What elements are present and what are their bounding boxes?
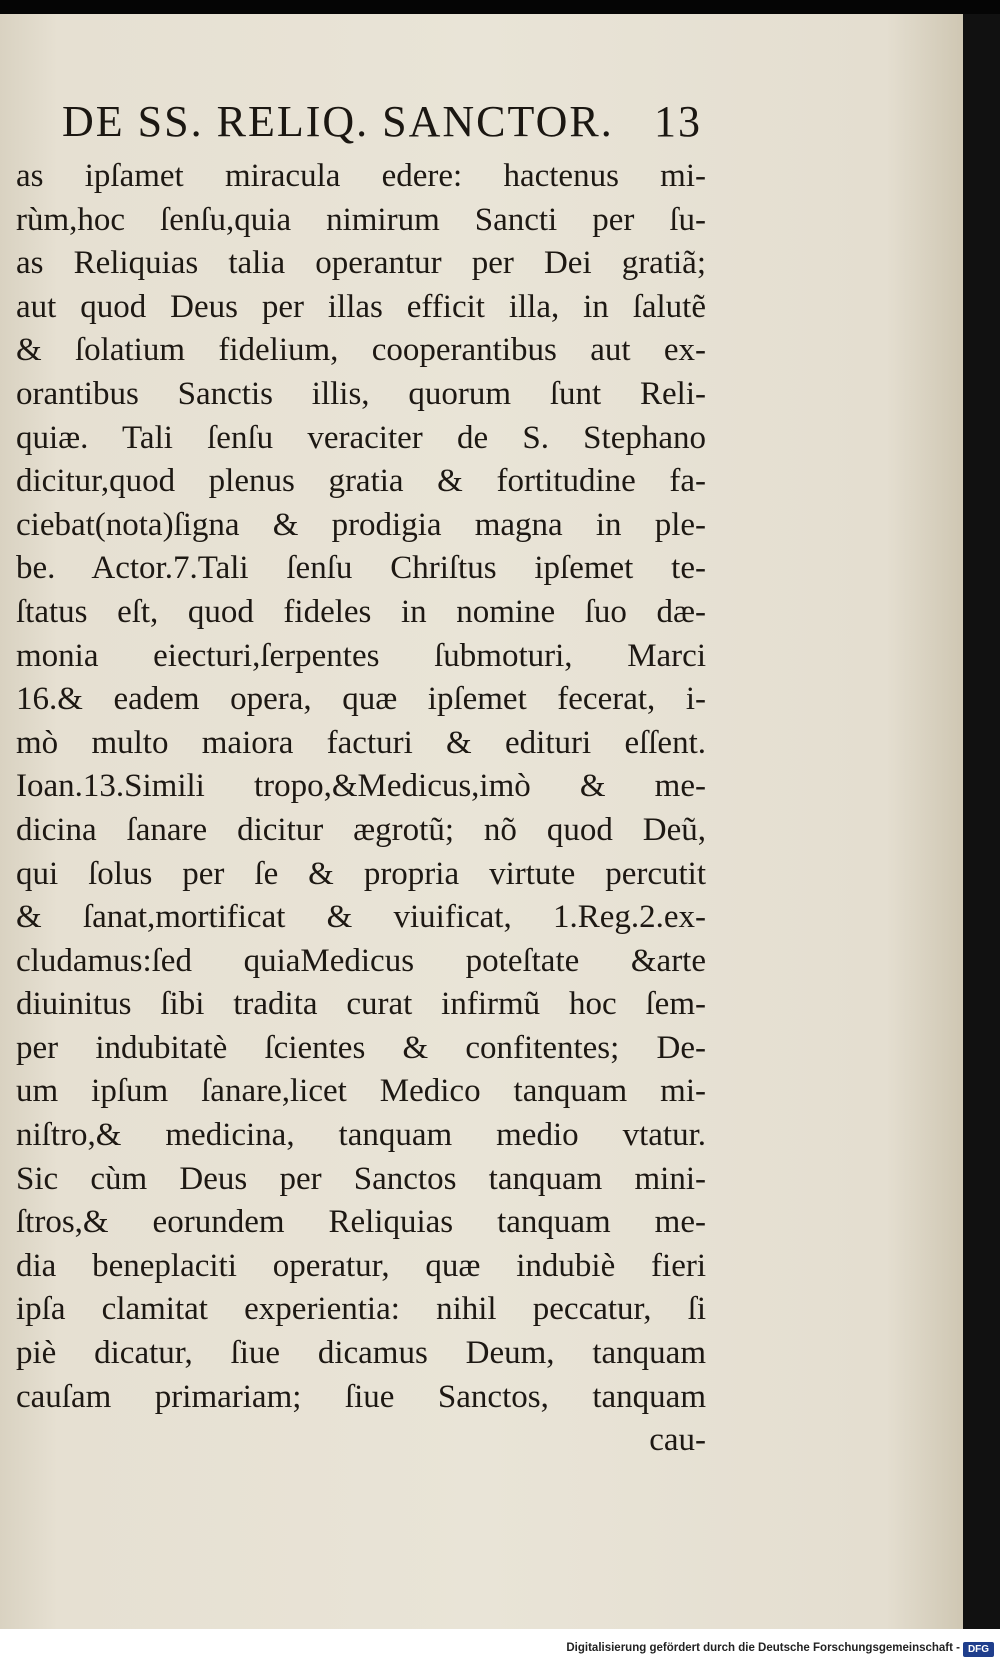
- scan-top-border: [0, 0, 1000, 14]
- text-line: ſtros,& eorundem Reliquias tanquam me-: [16, 1204, 706, 1241]
- text-line: um ipſum ſanare,licet Medico tanquam mi-: [16, 1073, 706, 1110]
- text-line: cau-: [649, 1422, 706, 1459]
- text-line: dia beneplaciti operatur, quæ indubiè fieri: [16, 1247, 706, 1284]
- text-line: ciebat(nota)ſigna & prodigia magna in ple-: [16, 506, 706, 543]
- text-line: ſtatus eſt, quod fideles in nomine ſuo dæ-: [16, 593, 706, 630]
- text-line: qui ſolus per ſe & propria virtute percutit: [16, 855, 706, 892]
- text-line: Sic cùm Deus per Sanctos tanquam mini-: [16, 1160, 706, 1197]
- text-line: cauſam primariam; ſiue Sanctos, tanquam: [16, 1378, 706, 1415]
- running-head-title: DE SS. RELIQ. SANCTOR.: [62, 97, 614, 146]
- text-line: cludamus:ſed quiaMedicus poteſtate &arte: [16, 942, 706, 979]
- text-line: per indubitatè ſcientes & confitentes; De-: [16, 1029, 706, 1066]
- page-number: 13: [654, 97, 702, 146]
- text-line: ipſa clamitat experientia: nihil peccatur, ſi: [16, 1291, 706, 1328]
- text-line: monia eiecturi,ſerpentes ſubmoturi, Marci: [16, 637, 706, 674]
- text-line: quiæ. Tali ſenſu veraciter de S. Stephano: [16, 419, 706, 456]
- scan-right-border: [963, 14, 1000, 1629]
- dfg-logo: DFG: [963, 1642, 994, 1657]
- text-line: dicitur,quod plenus gratia & fortitudine fa-: [16, 463, 706, 500]
- text-line: 16.& eadem opera, quæ ipſemet fecerat, i-: [16, 681, 706, 718]
- text-line: piè dicatur, ſiue dicamus Deum, tanquam: [16, 1335, 706, 1372]
- text-line: niſtro,& medicina, tanquam medio vtatur.: [16, 1117, 706, 1154]
- text-line: orantibus Sanctis illis, quorum ſunt Reli-: [16, 375, 706, 412]
- text-line: dicina ſanare dicitur ægrotũ; nõ quod Deũ,: [16, 811, 706, 848]
- running-head: [62, 96, 702, 156]
- text-line: mò multo maiora facturi & edituri eſſent.: [16, 724, 706, 761]
- text-line: diuinitus ſibi tradita curat infirmũ hoc ſem-: [16, 986, 706, 1023]
- body-text: [16, 155, 706, 1463]
- text-line: rùm,hoc ſenſu,quia nimirum Sancti per ſu-: [16, 201, 706, 238]
- text-line: & ſolatium fidelium, cooperantibus aut ex-: [16, 332, 706, 369]
- text-line: be. Actor.7.Tali ſenſu Chriſtus ipſemet te-: [16, 550, 706, 587]
- funding-credit: Digitalisierung gefördert durch die Deutsche Forschungsgemeinschaft -: [566, 1642, 960, 1654]
- text-line: Ioan.13.Simili tropo,&Medicus,imò & me-: [16, 768, 706, 805]
- text-line: aut quod Deus per illas efficit illa, in ſalutẽ: [16, 288, 706, 325]
- text-line: & ſanat,mortificat & viuificat, 1.Reg.2.ex-: [16, 899, 706, 936]
- text-line: as Reliquias talia operantur per Dei gratiã;: [16, 245, 706, 282]
- text-line: as ipſamet miracula edere: hactenus mi-: [16, 158, 706, 194]
